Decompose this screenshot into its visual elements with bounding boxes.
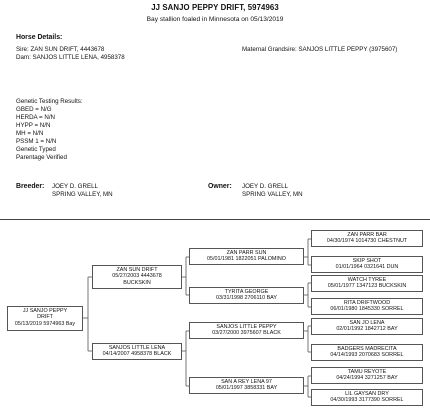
pedigree-sdd-box [311, 298, 423, 315]
genetic-line-hypp: HYPP = N/N [16, 122, 51, 129]
subject-info: 05/13/2019 5974963 Bay [14, 320, 76, 327]
pedigree-sire-dam-box [189, 287, 304, 304]
sire-name: ZAN SUN DRIFT [116, 267, 158, 273]
pedigree-subject-box [7, 306, 83, 331]
document-subtitle: Bay stallion foaled in Minnesota on 05/13/2019 [146, 16, 284, 23]
sdd-name: RITA DRIFTWOOD [343, 300, 391, 306]
pedigree-dam-box [92, 343, 182, 360]
pedigree-dss-box [311, 318, 423, 335]
pedigree-sds-box [311, 275, 423, 292]
sds-name: WATCH TYREE [347, 277, 387, 283]
ssd-info: 01/01/1964 0321641 DUN [335, 264, 399, 271]
sire-line: Sire: ZAN SUN DRIFT, 4443678 [16, 46, 105, 53]
dds-name: TAMU REYOTE [347, 369, 387, 375]
subject-name-line2: DRIFT [37, 314, 53, 321]
genetic-line-gbed: GBED = N/G [16, 106, 52, 113]
pedigree-ddd-box [311, 389, 423, 406]
breeder-name: JOEY D. GRELL [52, 183, 98, 190]
pedigree-sire-box [92, 265, 182, 289]
genetic-line-mh: MH = N/N [16, 130, 44, 137]
breeder-location: SPRING VALLEY, MN [52, 191, 113, 198]
horse-details-heading: Horse Details: [16, 34, 63, 41]
ddd-info: 04/30/1993 3177390 SORREL [330, 397, 404, 404]
pedigree-dds-box [311, 367, 423, 384]
subject-name-line1: JJ SANJO PEPPY [22, 308, 68, 314]
document-title: JJ SANJO PEPPY DRIFT, 5974963 [151, 3, 279, 12]
ssd-name: SKIP SHOT [352, 258, 382, 264]
owner-label: Owner: [208, 183, 232, 190]
pedigree-sire-sire-box [189, 248, 304, 265]
genetic-testing-heading: Genetic Testing Results: [16, 98, 83, 105]
owner-name: JOEY D. GRELL [242, 183, 288, 190]
ss-name: ZAN PARR SUN [226, 250, 267, 256]
dss-info: 02/01/1992 1842712 BAY [336, 326, 398, 333]
genetic-line-pssm1: PSSM 1 = N/N [16, 138, 57, 145]
dsd-info: 04/14/1993 2070683 SORREL [330, 352, 404, 359]
ddd-name: LIL GAYSAN DRY [345, 391, 389, 397]
ss-info: 05/01/1981 1822051 PALOMINO [206, 256, 287, 263]
sdd-info: 06/01/1980 1845330 SORREL [330, 306, 404, 313]
dds-info: 04/24/1994 3271257 BAY [336, 375, 398, 382]
ds-name: SANJOS LITTLE PEPPY [216, 324, 277, 330]
dd-info: 05/01/1997 3858331 BAY [215, 385, 278, 392]
dam-info: 04/14/2007 4958378 BLACK [102, 351, 172, 358]
genetic-line-herda: HERDA = N/N [16, 114, 56, 121]
pedigree-ssd-box [311, 256, 423, 273]
pedigree-sss-box [311, 230, 423, 247]
pedigree-dam-dam-box [189, 377, 304, 394]
pedigree-dam-sire-box [189, 322, 304, 339]
dam-name: SANJOS LITTLE LENA [108, 345, 166, 351]
breeder-label: Breeder: [16, 183, 45, 190]
dss-name: SAN JO LENA [349, 320, 385, 326]
sss-name: ZAN PARR BAR [347, 232, 387, 238]
genetic-typed-line: Genetic Typed [16, 146, 56, 153]
sss-info: 04/30/1974 1014730 CHESTNUT [326, 238, 408, 245]
pedigree-dsd-box [311, 344, 423, 361]
sd-name: TYRITA GEORGE [224, 289, 269, 295]
owner-location: SPRING VALLEY, MN [242, 191, 303, 198]
sire-info: 05/27/2003 4443678 [112, 273, 162, 280]
parentage-verified-line: Parentage Verified [16, 154, 67, 161]
ds-info: 03/27/2000 3975607 BLACK [212, 330, 281, 337]
sire-color: BUCKSKIN [123, 279, 151, 286]
sd-info: 03/31/1998 2706110 BAY [216, 295, 277, 302]
dam-line: Dam: SANJOS LITTLE LENA, 4958378 [16, 54, 125, 61]
dd-name: SAN A REY LENA 97 [221, 379, 272, 385]
maternal-grandsire-line: Maternal Grandsire: SANJOS LITTLE PEPPY (3975607) [242, 46, 398, 53]
sds-info: 05/01/1977 1347123 BUCKSKIN [327, 283, 407, 290]
dsd-name: BADGERS MADRECITA [337, 346, 397, 352]
